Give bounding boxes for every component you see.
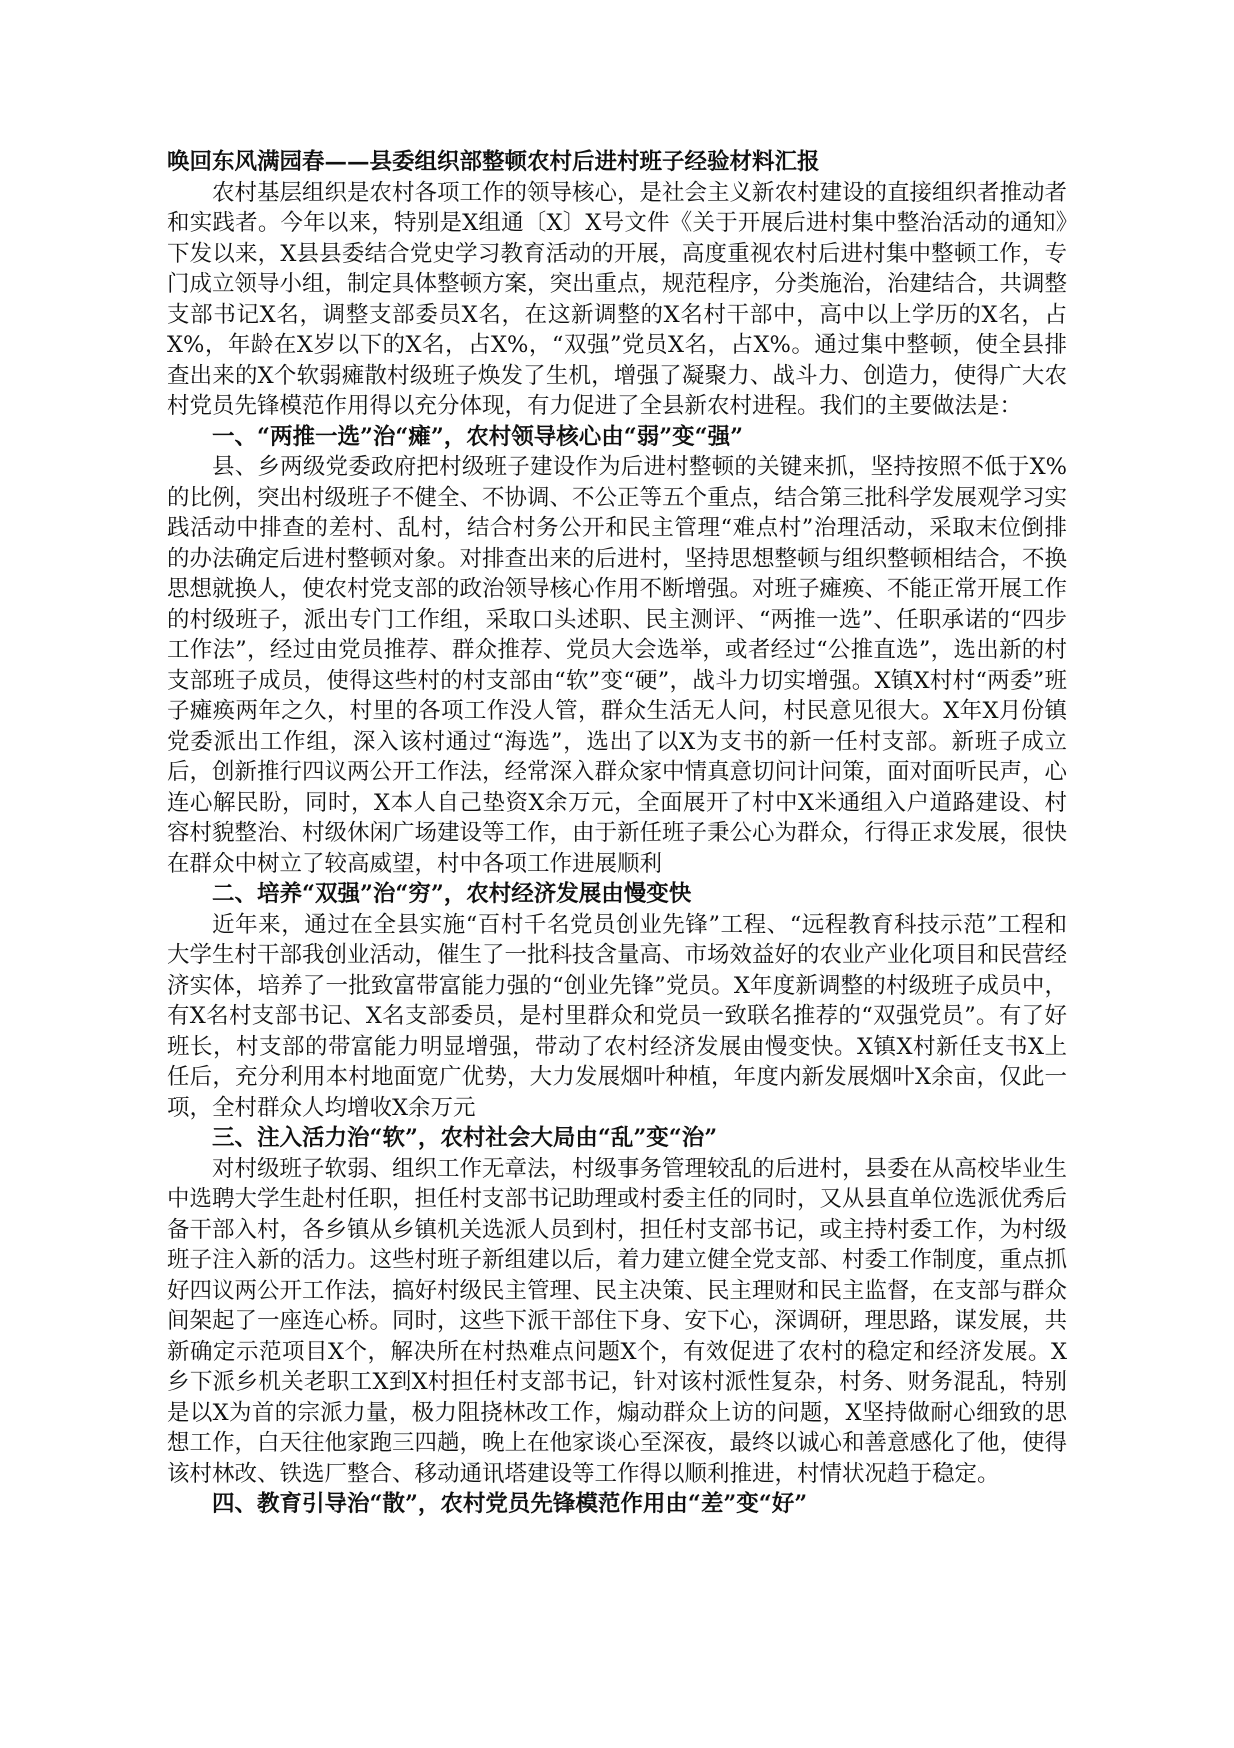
- section-3-paragraph: 对村级班子软弱、组织工作无章法，村级事务管理较乱的后进村，县委在从高校毕业生中选聘大学生赴村任职，担任村支部书记助理或村委主任的同时，又从县直单位选派优秀后备干部入村，各乡镇从乡镇机关选派人员到村，担任村支部书记，或主持村委工作，为村级班子注入新的活力。这些村班子新组建以后，着力建立健全党支部、村委工作制度，重点抓好四议两公开工作法，搞好村级民主管理、民主决策、民主理财和民主监督，在支部与群众间架起了一座连心桥。同时，这些下派干部住下身、安下心，深调研，理思路，谋发展，共新确定示范项目X个，解决所在村热难点问题X个，有效促进了农村的稳定和经济发展。X乡下派乡机关老职工X到X村担任村支部书记，针对该村派性复杂，村务、财务混乱，特别是以X为首的宗派力量，极力阻挠林改工作，煽动群众上访的问题，X坚持做耐心细致的思想工作，白天往他家跑三四趟，晚上在他家谈心至深夜，最终以诚心和善意感化了他，使得该村林改、铁选厂整合、移动通讯塔建设等工作得以顺利推进，村情状况趋于稳定。: [167, 1155, 1068, 1487]
- section-2-paragraph: 近年来，通过在全县实施“百村千名党员创业先锋”工程、“远程教育科技示范”工程和大学生村干部我创业活动，催生了一批科技含量高、市场效益好的农业产业化项目和民营经济实体，培养了一批致富带富能力强的“创业先锋”党员。X年度新调整的村级班子成员中，有X名村支部书记、X名支部委员，是村里群众和党员一致联名推荐的“双强党员”。有了好班长，村支部的带富能力明显增强，带动了农村经济发展由慢变快。X镇X村新任支书X上任后，充分利用本村地面宽广优势，大力发展烟叶种植，年度内新发展烟叶X余亩，仅此一项，全村群众人均增收X余万元: [167, 911, 1068, 1121]
- document-body: [167, 147, 1067, 1520]
- intro-paragraph: 农村基层组织是农村各项工作的领导核心，是社会主义新农村建设的直接组织者推动者和实践者。今年以来，特别是X组通〔X〕X号文件《关于开展后进村集中整治活动的通知》下发以来，X县县委结合党史学习教育活动的开展，高度重视农村后进村集中整顿工作，专门成立领导小组，制定具体整顿方案，突出重点，规范程序，分类施治，治建结合，共调整支部书记X名，调整支部委员X名，在这新调整的X名村干部中，高中以上学历的X名，占X%，年龄在X岁以下的X名，占X%，“双强”党员X名，占X%。通过集中整顿，使全县排查出来的X个软弱瘫散村级班子焕发了生机，增强了凝聚力、战斗力、创造力，使得广大农村党员先锋模范作用得以充分体现，有力促进了全县新农村进程。我们的主要做法是：: [167, 179, 1068, 419]
- section-4-heading: 四、教育引导治“散”，农村党员先锋模范作用由“差”变“好”: [212, 1491, 808, 1517]
- document-title: 唤回东风满园春——县委组织部整顿农村后进村班子经验材料汇报: [167, 149, 820, 175]
- section-3-heading: 三、注入活力治“软”，农村社会大局由“乱”变“治”: [212, 1125, 718, 1151]
- section-1-paragraph: 县、乡两级党委政府把村级班子建设作为后进村整顿的关键来抓，坚持按照不低于X%的比例，突出村级班子不健全、不协调、不公正等五个重点，结合第三批科学发展观学习实践活动中排查的差村、乱村，结合村务公开和民主管理“难点村”治理活动，采取末位倒排的办法确定后进村整顿对象。对排查出来的后进村，坚持思想整顿与组织整顿相结合，不换思想就换人，使农村党支部的政治领导核心作用不断增强。对班子瘫痪、不能正常开展工作的村级班子，派出专门工作组，采取口头述职、民主测评、“两推一选”、任职承诺的“四步工作法”，经过由党员推荐、群众推荐、党员大会选举，或者经过“公推直选”，选出新的村支部班子成员，使得这些村的村支部由“软”变“硬”，战斗力切实增强。X镇X村村“两委”班子瘫痪两年之久，村里的各项工作没人管，群众生活无人问，村民意见很大。X年X月份镇党委派出工作组，深入该村通过“海选”，选出了以X为支书的新一任村支部。新班子成立后，创新推行四议两公开工作法，经常深入群众家中情真意切问计问策，面对面听民声，心连心解民盼，同时，X本人自己垫资X余万元，全面展开了村中X米通组入户道路建设、村容村貌整治、村级休闲广场建设等工作，由于新任班子秉公心为群众，行得正求发展，很快在群众中树立了较高威望，村中各项工作进展顺利: [167, 454, 1068, 877]
- section-2-heading: 二、培养“双强”治“穷”，农村经济发展由慢变快: [212, 881, 692, 907]
- section-1-heading: 一、“两推一选”治“瘫”，农村领导核心由“弱”变“强”: [212, 423, 744, 450]
